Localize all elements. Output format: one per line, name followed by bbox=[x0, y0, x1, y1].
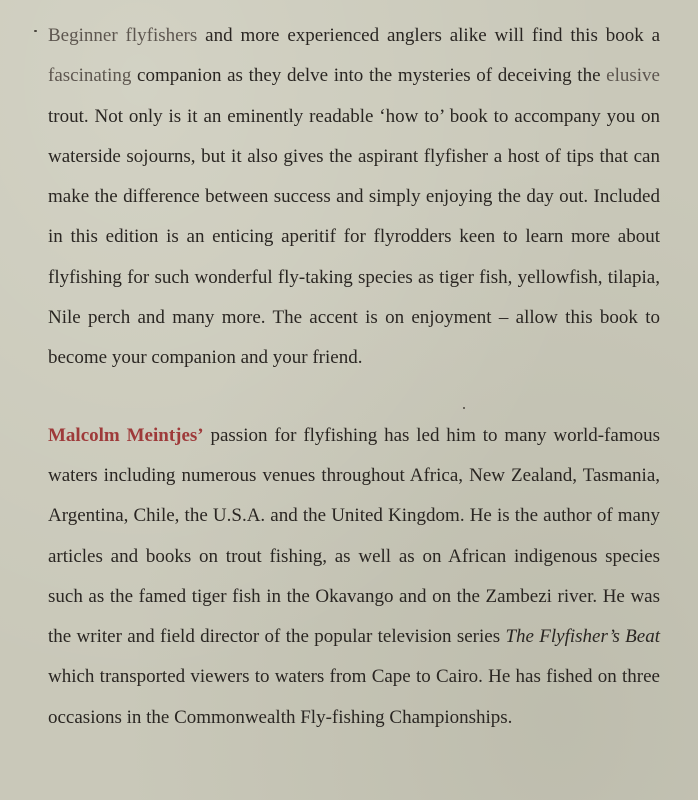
back-cover-text bbox=[48, 16, 660, 738]
tv-series-title: The Flyfisher’s Beat bbox=[505, 626, 660, 648]
paper-speck bbox=[463, 407, 465, 409]
blurb-mid-text: companion as they delve into the mysteries of deceiving the bbox=[131, 65, 607, 87]
book-blurb-paragraph bbox=[48, 16, 660, 379]
blurb-lead-rest: and more experienced anglers alike will find this book a bbox=[197, 25, 660, 46]
author-bio-text-2: which transported viewers to waters from Cape to Cairo. He has fished on three occasions in the Commonwealth Fly-fishing Championships. bbox=[48, 666, 660, 728]
author-name: Malcolm Meintjes’ bbox=[48, 424, 204, 446]
paper-speck bbox=[34, 30, 37, 32]
blurb-tail-text: trout. Not only is it an eminently readable ‘how to’ book to accompany you on waterside sojourns, but it also gives the aspirant flyfisher a host of tips that can make the difference between success and simply enjoying the day out. Included in this edition is an enticing aperitif for flyrodders keen to learn more about flyfishing for such wonderful fly-taking species as tiger fish, yellowfish, tilapia, Nile perch and many more. The accent is on enjoyment – allow this book to become your companion and your friend. bbox=[48, 105, 660, 369]
blurb-lead-faded: Beginner flyfishers bbox=[48, 25, 198, 46]
blurb-faded-word-2: fascinating bbox=[48, 65, 132, 87]
blurb-faded-word-3: elusive bbox=[606, 65, 660, 87]
author-bio-paragraph bbox=[48, 416, 660, 738]
author-bio-text-1: passion for flyfishing has led him to many world-famous waters including numerous venues throughout Africa, New Zealand, Tasmania, Argentina, Chile, the U.S.A. and the United Kingdom. He is the author of many articles and books on trout fishing, as well as on African indigenous species such as the famed tiger fish in the Okavango and on the Zambezi river. He was the writer and field director of the popular television series bbox=[48, 424, 660, 648]
